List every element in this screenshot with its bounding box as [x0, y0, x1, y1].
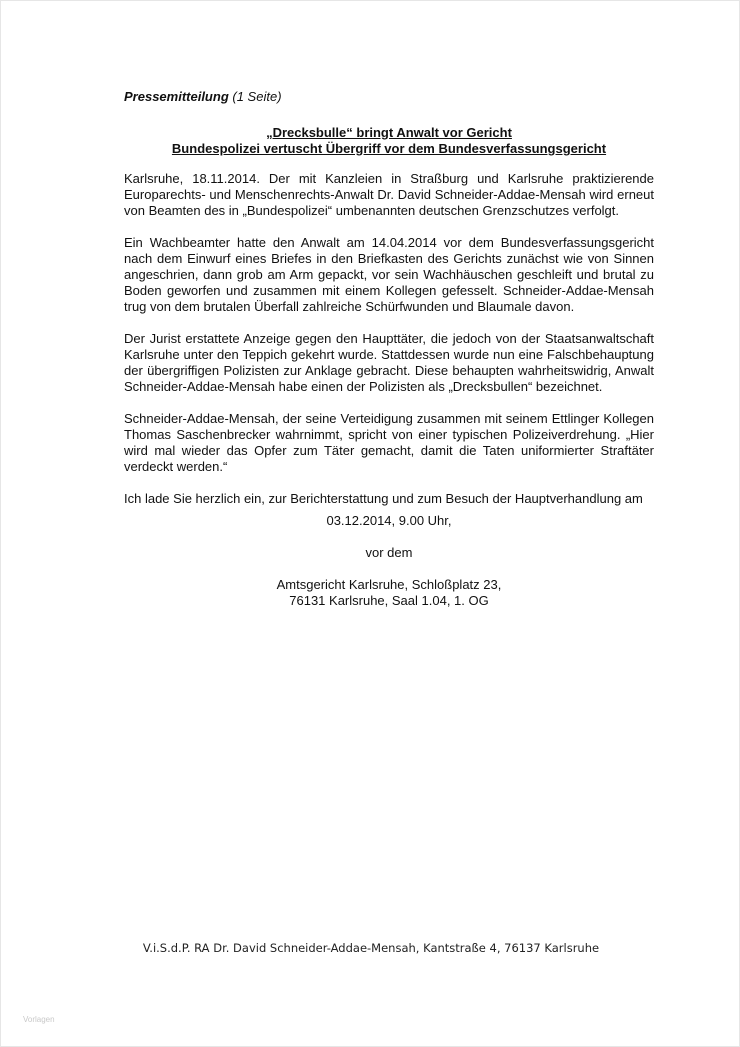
- paragraph-intro: Karlsruhe, 18.11.2014. Der mit Kanzleien in Straßburg und Karlsruhe praktizierende Europarechts- und Menschenrechts-Anwalt Dr. David Schneider-Addae-Mensah wird erneut von Beamten des in „Bundespolizei“ umbenannten deutschen Grenzschutzes verfolgt.: [124, 171, 654, 218]
- headline-primary: „Drecksbulle“ bringt Anwalt vor Gericht: [266, 125, 512, 140]
- paragraph-defense: Schneider-Addae-Mensah, der seine Verteidigung zusammen mit seinem Ettlinger Kollegen Thomas Saschenbrecker wahrnimmt, spricht von einer typischen Polizeiverdrehung. „Hier wird mal wieder das Opfer zum Täter gemacht, damit die Taten uniformierter Straftäter verdeckt werden.“: [124, 411, 654, 474]
- hearing-date-time: 03.12.2014, 9.00 Uhr,: [326, 513, 452, 528]
- document-type: [124, 89, 654, 105]
- footer-responsible: V.i.S.d.P. RA Dr. David Schneider-Addae-Mensah, Kantstraße 4, 76137 Karlsruhe: [142, 941, 600, 955]
- hearing-preposition: vor dem: [365, 545, 413, 560]
- paragraph-invitation: Ich lade Sie herzlich ein, zur Berichterstattung und zum Besuch der Hauptverhandlung am: [124, 491, 643, 506]
- page-count-note: (1 Seite): [232, 89, 282, 104]
- headline-secondary: Bundespolizei vertuscht Übergriff vor dem Bundesverfassungsgericht: [171, 141, 607, 156]
- document-type-label: Pressemitteilung: [124, 89, 229, 104]
- headline-block: [124, 125, 654, 157]
- document-body: [124, 89, 654, 609]
- hearing-venue-line1: Amtsgericht Karlsruhe, Schloßplatz 23,: [276, 577, 502, 592]
- hearing-venue-line2: 76131 Karlsruhe, Saal 1.04, 1. OG: [289, 593, 489, 608]
- paragraph-incident: Ein Wachbeamter hatte den Anwalt am 14.04.2014 vor dem Bundesverfassungsgericht nach dem Einwurf eines Briefes in den Briefkasten des Gerichts zunächst wie von Sinnen angeschrien, dann grob am Arm gepackt, vor sein Wachhäuschen geschleift und brutal zu Boden geworfen und zusammen mit einem Kollegen gefesselt. Schneider-Addae-Mensah trug von dem brutalen Überfall zahlreiche Schürfwunden und Blaumale davon.: [124, 235, 654, 314]
- paragraph-charges: Der Jurist erstattete Anzeige gegen den Haupttäter, die jedoch von der Staatsanwaltschaft Karlsruhe unter den Teppich gekehrt wurde. Stattdessen wurde nun eine Falschbehauptung der übergriffigen Polizisten zur Anklage gebracht. Diese behaupten wahrheitswidrig, Anwalt Schneider-Addae-Mensah habe einen der Polizisten als „Drecksbullen“ bezeichnet.: [124, 331, 654, 394]
- watermark-text: Vorlagen: [23, 1015, 55, 1024]
